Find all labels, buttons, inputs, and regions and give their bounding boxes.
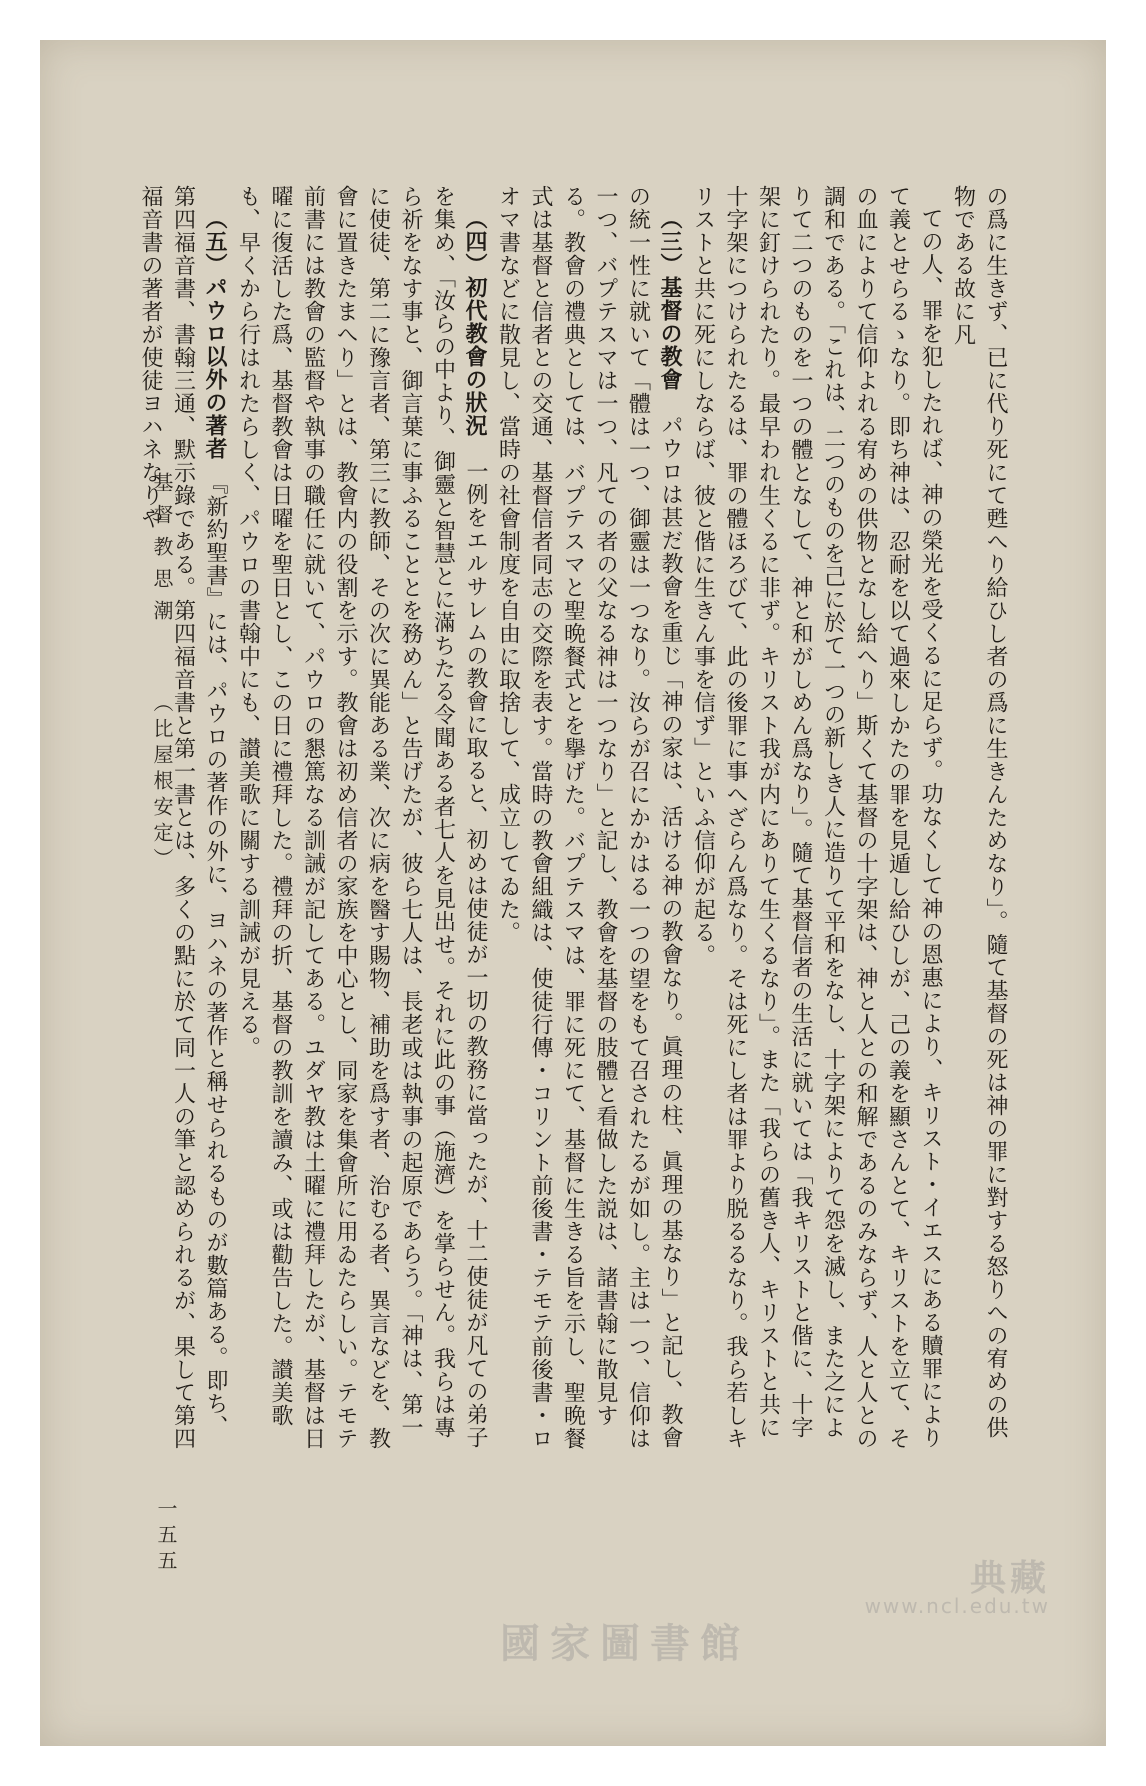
section-heading: （三）基督の教會 (657, 207, 683, 391)
section-text: 一例をエルサレムの教會に取ると、初めは使徒が一切の教務に當ったが、十二使徒が凡ての弟子を集め、「汝らの中より、御靈と智慧とに滿ちたる令聞ある者七人を見出せ。それに此の事（施濟）を掌らせん。我らは專ら祈をなす事と、御言葉に事ふることとを務めん」と告げたが、彼ら七人は、長老或は執事の起原であらう。「神は、第一に使徒、第二に豫言者、第三に教師、その次に異能ある業、次に病を醫す賜物、補助を爲す者、治むる者、異言などを、教會に置きたまへり」とは、教會内の役割を示す。教會は初め信者の家族を中心とし、同家を集會所に用ゐたらしい。テモテ前書には教會の監督や執事の職任に就いて、パウロの懇篤なる訓誡が記してある。ユダヤ教は土曜に禮拜したが、基督は日曜に復活した爲、基督教會は日曜を聖日とし、この日に禮拜した。禮拜の折、基督の教訓を讀み、或は勸告した。讃美歌も、早くから行はれたらしく、パウロの書翰中にも、讃美歌に關する訓誡が見える。 (235, 185, 488, 1450)
body-text (134, 185, 1012, 1455)
watermark-top-text: 典藏 (969, 1558, 1050, 1599)
page-number: 一五五 (154, 1498, 178, 1576)
running-title: 基督教思潮 (150, 472, 174, 632)
section-text: パウロは甚だ教會を重じ「神の家は、活ける神の教會なり。眞理の柱、眞理の基なり」と記し、教會の統一性に就いて「體は一つ、御靈は一つなり。汝らが召にかかはる一つの望をもて召されたるが如し。主は一つ、信仰は一つ、バプテスマは一つ、凡ての者の父なる神は一つなり」と記し、教會を基督の肢體と看做した説は、諸書翰に散見する。教會の禮典としては、バプテスマと聖晩餐式とを擧げた。バプテスマは、罪に死にて、基督に生きる旨を示し、聖晩餐式は基督と信者との交通、基督信者同志の交際を表す。當時の教會組織は、使徒行傳・コリント前後書・テモテ前後書・ロオマ書などに散見し、當時の社會制度を自由に取捨して、成立してゐた。 (495, 185, 683, 1450)
library-watermark (500, 1550, 1060, 1667)
watermark-url: www.ncl.edu.tw (864, 1594, 1050, 1618)
paragraph-atonement: ての人、罪を犯したれば、神の榮光を受くるに足らず。功なくして神の恩惠により、キリスト・イエスにある贖罪によりて義とせらるゝなり。即ち神は、忍耐を以て過來しかたの罪を見遁し給ひしが、己の義を顯さんとて、キリストを立て、その血によりて信仰よれる宥めの供物となし給へり」斯くて基督の十字架は、神と人との和解であるのみならず、人と人との調和である。「これは、二つのものを己に於て一つの新しき人に造りて平和をなし、十字架によりて怨を滅し、また之によりて二つのものを一つの體となして、神と和がしめん爲なり」。隨て基督信者の生活に就いては「我キリストと偕に、十字架に釘けられたり。最早われ生くるに非ず。キリスト我が内にありて生くるなり」。また「我らの舊き人、キリストと共に十字架につけられたるは、罪の體ほろびて、此の後罪に事へざらん爲なり。そは死にし者は罪より脱るるなり。我ら若しキリストと共に死にしならば、彼と偕に生きん事を信ず」といふ信仰が起る。 (690, 185, 943, 1450)
section-church (491, 185, 686, 1455)
section-heading: （四）初代教會の狀況 (462, 207, 488, 437)
running-footer (148, 472, 177, 874)
author: （比屋根安定） (150, 692, 174, 875)
watermark-library-name: 國家圖書館 (500, 1621, 750, 1667)
section-text: 『新約聖書』には、パウロの著作の外に、ヨハネの著作と稱せられるものが數篇ある。即ち、第四福音書、書翰三通、默示錄である。第四福音書と第一書とは、多くの點に於て同一人の筆と認められるが、果して第四福音書の著者が使徒ヨハネなりや (138, 185, 228, 1450)
paragraph-continuation: の爲に生きず、已に代り死にて甦へり給ひし者の爲に生きんためなり」。隨て基督の死は神の罪に對する怒りへの宥めの供物である故に凡 (950, 185, 1008, 1439)
book-page (40, 40, 1106, 1746)
section-heading: （五）パウロ以外の著者 (202, 207, 228, 460)
section-early-church (231, 185, 491, 1455)
